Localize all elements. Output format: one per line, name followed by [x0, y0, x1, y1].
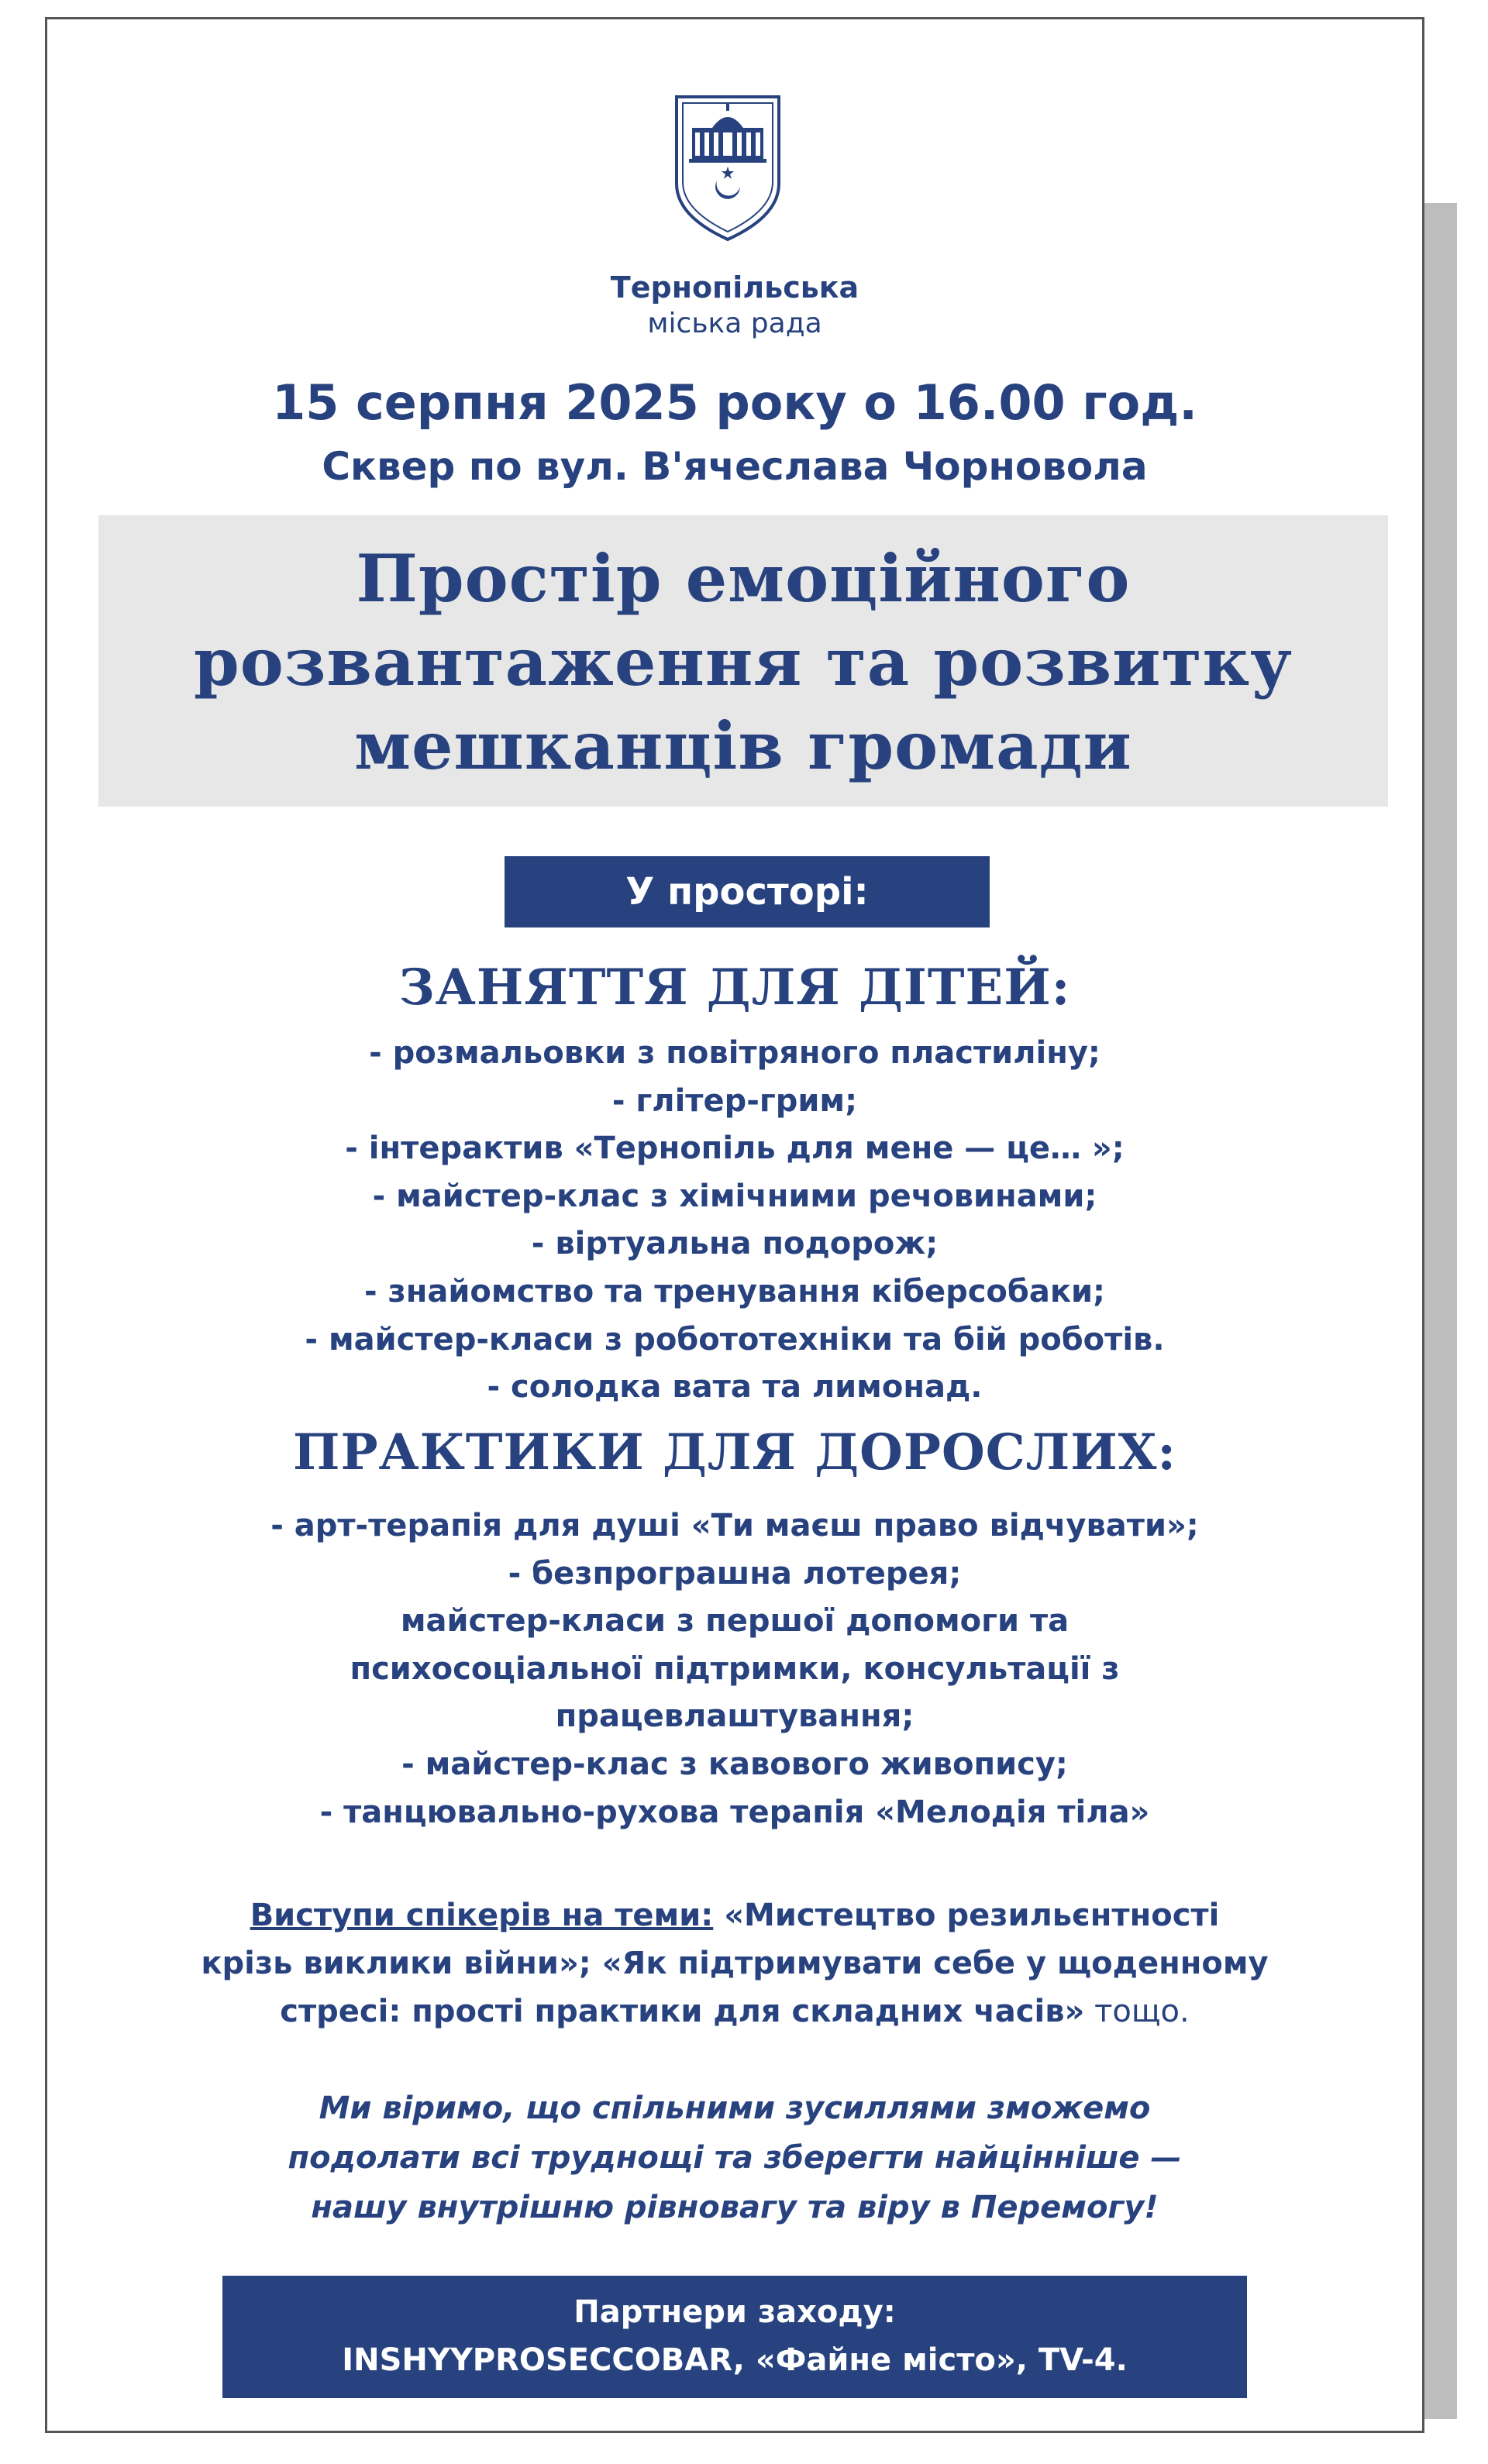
event-title — [98, 537, 1388, 788]
adult-practices-heading: ПРАКТИКИ ДЛЯ ДОРОСЛИХ: — [293, 1423, 1176, 1481]
speakers-text: стресі: прості практики для складних часів» — [280, 1994, 1085, 2029]
list-item: - солодка вата та лимонад. — [487, 1369, 983, 1406]
list-item: - безпрограшна лотерея; — [508, 1555, 962, 1592]
poster-sheet — [45, 17, 1424, 2433]
list-item: - майстер-класи з робототехніки та бій роботів. — [305, 1321, 1165, 1358]
in-space-label: У просторі: — [505, 856, 990, 927]
closing-line: подолати всі труднощі та зберегти найцінніше — — [288, 2140, 1182, 2176]
list-item: майстер-класи з першої допомоги та — [400, 1603, 1070, 1640]
list-item: - майстер-клас з кавового живопису; — [401, 1746, 1068, 1782]
list-item: - віртуальна подорож; — [531, 1226, 939, 1262]
closing-message — [47, 2084, 1422, 2232]
speakers-text: крізь виклики війни»; «Як підтримувати себе у щоденному — [201, 1946, 1269, 1981]
closing-line: нашу внутрішню рівновагу та віру в Перемогу! — [311, 2190, 1159, 2225]
kids-activities-heading: ЗАНЯТТЯ ДЛЯ ДІТЕЙ: — [398, 958, 1071, 1017]
list-item: - розмальовки з повітряного пластиліну; — [369, 1035, 1100, 1071]
page-shadow — [1423, 203, 1457, 2419]
closing-line: Ми віримо, що спільними зусиллями зможемо — [319, 2091, 1151, 2126]
list-item: - глітер-грим; — [611, 1082, 858, 1119]
list-item: - арт-терапія для душі «Ти маєш право відчувати»; — [270, 1508, 1199, 1543]
list-item: психосоціальної підтримки, консультації з — [350, 1650, 1120, 1687]
title-banner — [98, 515, 1388, 807]
event-date-time: 15 серпня 2025 року о 16.00 год. — [272, 374, 1197, 431]
event-title-line: розвантаження та розвитку — [194, 624, 1293, 700]
list-item: - знайомство та тренування кіберсобаки; — [364, 1273, 1105, 1309]
org-name-line1: Тернопільська — [610, 270, 859, 305]
speakers-suffix: тощо. — [1084, 1994, 1190, 2029]
kids-activities-list — [47, 1030, 1422, 1412]
partners-names: INSHYYPROSECCOBAR, «Файне місто», TV-4. — [342, 2342, 1128, 2378]
event-title-line: Простір емоційного — [356, 540, 1131, 617]
event-title-line: мешканців громади — [354, 707, 1132, 784]
speakers-paragraph — [47, 1891, 1422, 2036]
list-item: - майстер-клас з хімічними речовинами; — [372, 1178, 1097, 1214]
speakers-label: Виступи спікерів на теми: — [250, 1898, 714, 1933]
city-coat-of-arms-icon — [672, 92, 784, 244]
list-item: працевлаштування; — [555, 1698, 914, 1735]
partners-banner — [222, 2276, 1247, 2398]
partners-label: Партнери заходу: — [574, 2294, 896, 2330]
org-name-line2: міська рада — [647, 308, 822, 339]
event-place: Сквер по вул. В'ячеслава Чорновола — [322, 444, 1148, 489]
list-item: - інтерактив «Тернопіль для мене — це… »; — [345, 1130, 1125, 1167]
adult-practices-list — [47, 1502, 1422, 1836]
speakers-text: «Мистецтво резильєнтності — [713, 1898, 1220, 1933]
list-item: - танцювально-рухова терапія «Мелодія тіла» — [319, 1794, 1150, 1830]
